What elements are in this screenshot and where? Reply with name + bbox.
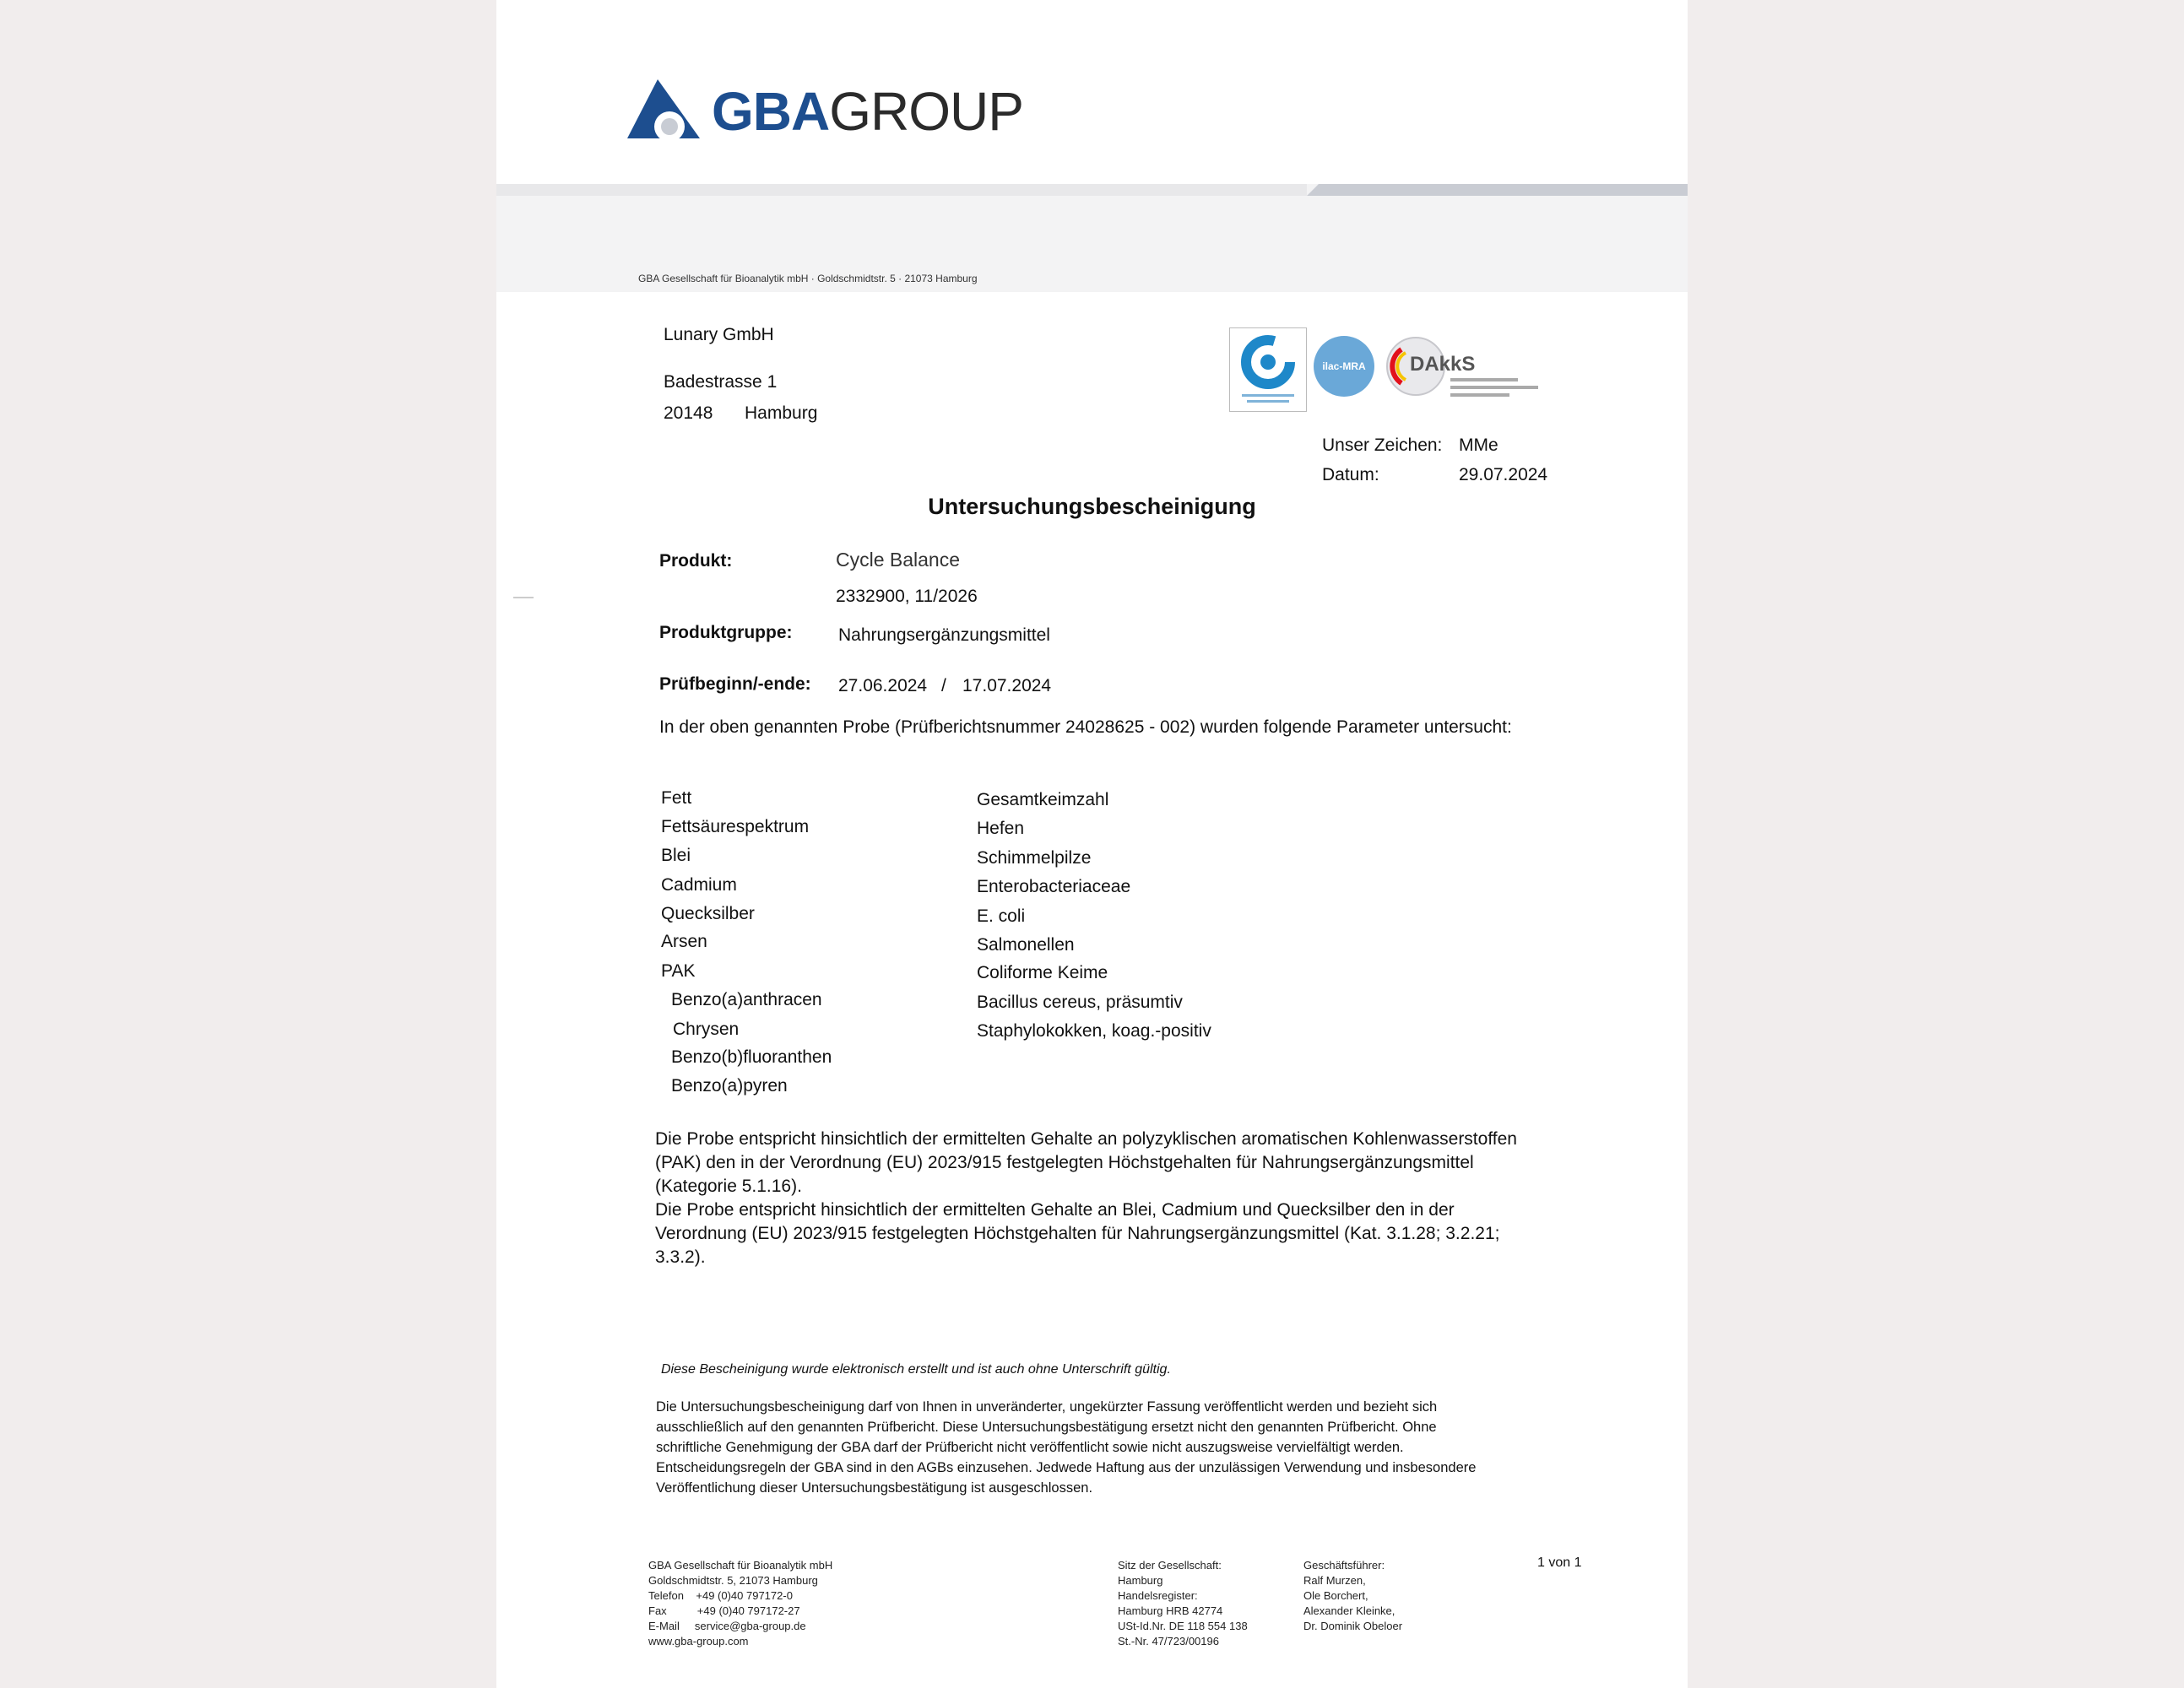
param-right: Enterobacteriaceae — [977, 877, 1131, 896]
param-right: Gesamtkeimzahl — [977, 790, 1109, 809]
param-left: Chrysen — [673, 1020, 740, 1039]
param-left: Blei — [661, 846, 691, 865]
param-left: Benzo(b)fluoranthen — [671, 1047, 832, 1067]
recipient-company: Lunary GmbH — [664, 325, 774, 344]
param-right: Staphylokokken, koag.-positiv — [977, 1021, 1211, 1041]
ilac-mra-label: ilac-MRA — [1322, 360, 1366, 372]
param-left: Benzo(a)anthracen — [671, 990, 822, 1009]
recipient-zip: 20148 — [664, 403, 713, 423]
param-left: PAK — [661, 961, 696, 981]
disclaimer-line: Veröffentlichung dieser Untersuchungsbestätigung ist ausgeschlossen. — [656, 1480, 1093, 1496]
disclaimer-text — [656, 1397, 1610, 1498]
date-value: 29.07.2024 — [1459, 465, 1548, 484]
param-right: Bacillus cereus, präsumtiv — [977, 993, 1183, 1012]
intro-text: In der oben genannten Probe (Prüfberichtsnummer 24028625 - 002) wurden folgende Parameter untersucht: — [659, 717, 1512, 737]
recipient-street: Badestrasse 1 — [664, 372, 778, 392]
recipient-city: Hamburg — [745, 403, 818, 423]
ilac-mra-seal — [1314, 336, 1374, 397]
param-left: Benzo(a)pyren — [671, 1076, 788, 1096]
product-group-label: Produktgruppe: — [659, 623, 793, 642]
sender-line: GBA Gesellschaft für Bioanalytik mbH · Goldschmidtstr. 5 · 21073 Hamburg — [638, 273, 978, 284]
param-right: Hefen — [977, 819, 1025, 838]
test-start: 27.06.2024 — [838, 676, 928, 695]
disclaimer-line: schriftliche Genehmigung der GBA darf der Prüfbericht nicht veröffentlicht sowie nicht auszugsweise vervielfältigt werden. — [656, 1440, 1404, 1455]
certification-seal-icon — [1230, 328, 1306, 411]
conclusion-paragraph — [655, 1128, 1601, 1269]
conclusion-line: 3.3.2). — [655, 1247, 706, 1267]
disclaimer-line: Die Untersuchungsbescheinigung darf von Ihnen in unveränderter, ungekürzter Fassung veröffentlicht werden und bezieht sich — [656, 1399, 1438, 1415]
conclusion-line: Verordnung (EU) 2023/915 festgelegten Höchstgehalten für Nahrungsergänzungsmittel (Kat. 3.1.28; 3.2.21; — [655, 1224, 1500, 1243]
document-page — [496, 0, 1688, 1688]
footer-company: GBA Gesellschaft für Bioanalytik mbH Goldschmidtstr. 5, 21073 Hamburg Telefon +49 (0)40 797172-0 Fax +49 (0)40 797172-27 E-Mail service@gba-group.de www.gba-group.com — [648, 1559, 833, 1647]
param-left: Fett — [661, 788, 692, 808]
param-right: E. coli — [977, 906, 1026, 926]
electronic-note: Diese Bescheinigung wurde elektronisch erstellt und ist auch ohne Unterschrift gültig. — [661, 1362, 1171, 1377]
header-stripe-accent — [1307, 184, 1688, 196]
dakks-logo — [1385, 334, 1545, 410]
reference-label: Unser Zeichen: — [1322, 436, 1443, 455]
param-right: Coliforme Keime — [977, 963, 1108, 982]
conclusion-line: (PAK) den in der Verordnung (EU) 2023/915 festgelegten Höchstgehalten für Nahrungsergänzungsmittel — [655, 1153, 1474, 1172]
param-left: Quecksilber — [661, 904, 755, 923]
gba-group-logo — [627, 78, 1066, 145]
reference-value: MMe — [1459, 436, 1498, 455]
product-label: Produkt: — [659, 551, 733, 571]
test-separator: / — [941, 676, 946, 695]
conclusion-line: (Kategorie 5.1.16). — [655, 1177, 802, 1196]
param-left: Arsen — [661, 932, 707, 951]
product-value: Cycle Balance — [836, 549, 961, 571]
certification-badge — [1229, 327, 1307, 412]
date-label: Datum: — [1322, 465, 1379, 484]
dakks-text: DAkkS — [1410, 353, 1476, 376]
margin-mark — [513, 597, 534, 598]
logo-gba-text: GBA — [712, 81, 830, 142]
gba-triangle-icon — [627, 78, 703, 140]
header-stripe — [496, 184, 1307, 196]
document-title: Untersuchungsbescheinigung — [928, 494, 1256, 519]
param-right: Schimmelpilze — [977, 848, 1092, 868]
disclaimer-line: ausschließlich auf den genannten Prüfbericht. Diese Untersuchungsbestätigung ersetzt nicht den genannten Prüfbericht. Ohne — [656, 1420, 1437, 1435]
param-left: Cadmium — [661, 875, 737, 895]
param-right: Salmonellen — [977, 935, 1075, 955]
conclusion-line: Die Probe entspricht hinsichtlich der ermittelten Gehalte an Blei, Cadmium und Quecksilber den in der — [655, 1200, 1455, 1220]
test-end: 17.07.2024 — [962, 676, 1052, 695]
conclusion-line: Die Probe entspricht hinsichtlich der ermittelten Gehalte an polyzyklischen aromatischen Kohlenwasserstoffen — [655, 1129, 1517, 1149]
logo-group-text: GROUP — [829, 81, 1023, 142]
param-left: Fettsäurespektrum — [661, 817, 810, 836]
product-group-value: Nahrungsergänzungsmittel — [838, 625, 1050, 645]
page-number: 1 von 1 — [1537, 1555, 1582, 1570]
test-period-label: Prüfbeginn/-ende: — [659, 674, 811, 694]
disclaimer-line: Entscheidungsregeln der GBA sind in den AGBs einzusehen. Jedwede Haftung aus der unzulässigen Verwendung und insbesondere — [656, 1460, 1477, 1475]
batch-value: 2332900, 11/2026 — [836, 587, 978, 606]
footer-seat: Sitz der Gesellschaft: Hamburg Handelsregister: Hamburg HRB 42774 USt-Id.Nr. DE 118 554 138 St.-Nr. 47/723/00196 — [1118, 1559, 1248, 1647]
footer-management: Geschäftsführer: Ralf Murzen, Ole Borchert, Alexander Kleinke, Dr. Dominik Obeloer — [1303, 1559, 1403, 1632]
